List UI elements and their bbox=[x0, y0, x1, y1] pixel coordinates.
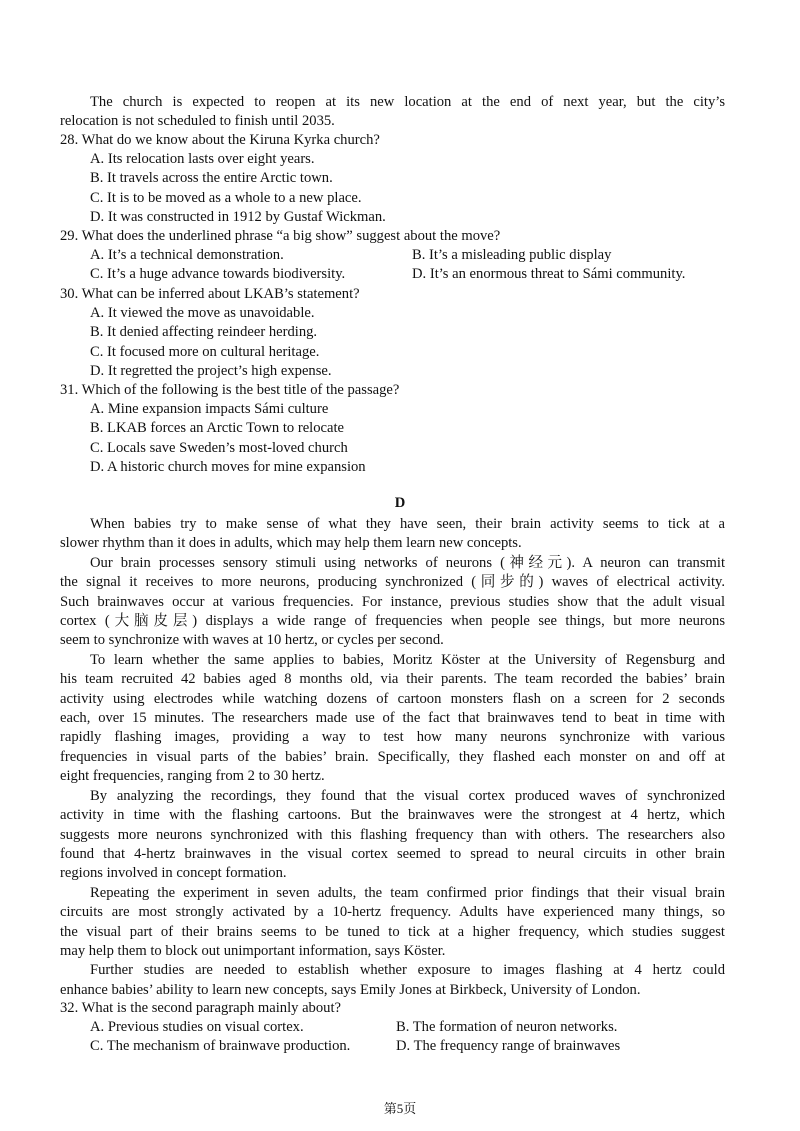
question-stem: 32. What is the second paragraph mainly about? bbox=[60, 1000, 341, 1016]
text-line: Further studies are needed to establish whether exposure to images flashing at 4 hertz could bbox=[90, 962, 725, 979]
text-line: his team recruited 42 babies aged 8 months old, via their parents. The team recorded the babies’ brain bbox=[60, 671, 725, 688]
text-line: seem to synchronize with waves at 10 hertz, or cycles per second. bbox=[60, 632, 444, 649]
text-line: frequencies in visual parts of the babies’ brain. Specifically, they flashed each monster on and off at bbox=[60, 748, 725, 765]
option-b: B. The formation of neuron networks. bbox=[396, 1019, 618, 1035]
text-line: may help them to block out unimportant information, says Köster. bbox=[60, 942, 446, 959]
text-line: slower rhythm than it does in adults, which may help them learn new concepts. bbox=[60, 535, 522, 552]
text-line: The church is expected to reopen at its new location at the end of next year, but the city’s bbox=[90, 94, 725, 110]
option-a: A. It’s a technical demonstration. bbox=[90, 247, 284, 263]
text-line: Repeating the experiment in seven adults, the team confirmed prior findings that their visual brain bbox=[90, 884, 725, 901]
question-stem: 29. What does the underlined phrase “a big show” suggest about the move? bbox=[60, 228, 501, 244]
text-line: rapidly flashing images, providing a way to test how many neurons synchronize with various bbox=[60, 729, 725, 746]
option-c: C. It is to be moved as a whole to a new place. bbox=[90, 190, 362, 206]
option-a: A. Previous studies on visual cortex. bbox=[90, 1019, 304, 1035]
question-stem: 31. Which of the following is the best title of the passage? bbox=[60, 382, 400, 398]
text-line: To learn whether the same applies to babies, Moritz Köster at the University of Regensburg and bbox=[90, 651, 725, 668]
option-a: A. It viewed the move as unavoidable. bbox=[90, 305, 315, 321]
text-line: the visual part of their brains seems to be tuned to tick at a higher frequency, which studies suggest bbox=[60, 923, 725, 940]
option-c: C. It’s a huge advance towards biodiversity. bbox=[90, 266, 346, 282]
text-line: relocation is not scheduled to finish until 2035. bbox=[60, 113, 335, 130]
text-line: activity using electrodes while watching dozens of cartoon monsters flash on a screen for 2 seconds bbox=[60, 690, 725, 707]
passage-c-ending bbox=[60, 93, 725, 132]
option-b: B. It denied affecting reindeer herding. bbox=[90, 324, 318, 340]
text-line: Such brainwaves occur at various frequencies. For instance, previous studies show that the adult visual bbox=[60, 593, 725, 610]
page-number: 第5页 bbox=[383, 1101, 417, 1116]
text-line: each, over 15 minutes. The researchers made use of the fact that brainwaves tend to beat in time with bbox=[60, 710, 725, 727]
option-d: D. It regretted the project’s high expense. bbox=[90, 363, 332, 379]
option-d: D. A historic church moves for mine expansion bbox=[90, 459, 366, 475]
option-c: C. It focused more on cultural heritage. bbox=[90, 344, 320, 360]
option-d: D. The frequency range of brainwaves bbox=[396, 1038, 621, 1054]
option-c: C. Locals save Sweden’s most-loved church bbox=[90, 440, 348, 456]
option-d: D. It’s an enormous threat to Sámi community. bbox=[412, 266, 686, 282]
option-b: B. LKAB forces an Arctic Town to relocate bbox=[90, 420, 345, 436]
text-line: eight frequencies, ranging from 2 to 30 hertz. bbox=[60, 768, 325, 785]
text-line: regions involved in concept formation. bbox=[60, 865, 287, 882]
text-line: When babies try to make sense of what they have seen, their brain activity seems to tick at a bbox=[90, 516, 725, 532]
text-line: circuits are most strongly activated by a 10-hertz frequency. Adults have experienced many things, so bbox=[60, 904, 725, 921]
section-heading: D bbox=[394, 495, 406, 511]
option-c: C. The mechanism of brainwave production. bbox=[90, 1038, 351, 1054]
question-stem: 30. What can be inferred about LKAB’s statement? bbox=[60, 286, 360, 302]
text-line: Our brain processes sensory stimuli using networks of neurons (神经元). A neuron can transmit bbox=[90, 554, 725, 571]
text-line: the signal it receives to more neurons, producing synchronized (同步的) waves of electrical activity. bbox=[60, 574, 725, 591]
option-b: B. It’s a misleading public display bbox=[412, 247, 612, 263]
question-stem: 28. What do we know about the Kiruna Kyrka church? bbox=[60, 132, 380, 148]
option-a: A. Its relocation lasts over eight years. bbox=[90, 151, 315, 167]
option-d: D. It was constructed in 1912 by Gustaf Wickman. bbox=[90, 209, 386, 225]
text-line: suggests more neurons synchronized with this flashing frequency than with others. The researchers also bbox=[60, 826, 725, 843]
passage-d bbox=[60, 515, 725, 1000]
option-b: B. It travels across the entire Arctic town. bbox=[90, 170, 333, 186]
text-line: enhance babies’ ability to learn new concepts, says Emily Jones at Birkbeck, University of London. bbox=[60, 981, 641, 998]
text-line: found that 4-hertz brainwaves in the visual cortex seemed to spread to neural circuits in other brain bbox=[60, 845, 725, 862]
text-line: activity in time with the flashing cartoons. But the brainwaves were the strongest at 4 hertz, which bbox=[60, 807, 725, 824]
text-line: cortex (大脑皮层) displays a wide range of frequencies when people see things, but more neurons bbox=[60, 613, 725, 630]
text-line: By analyzing the recordings, they found that the visual cortex produced waves of synchronized bbox=[90, 787, 725, 804]
option-a: A. Mine expansion impacts Sámi culture bbox=[90, 401, 329, 417]
